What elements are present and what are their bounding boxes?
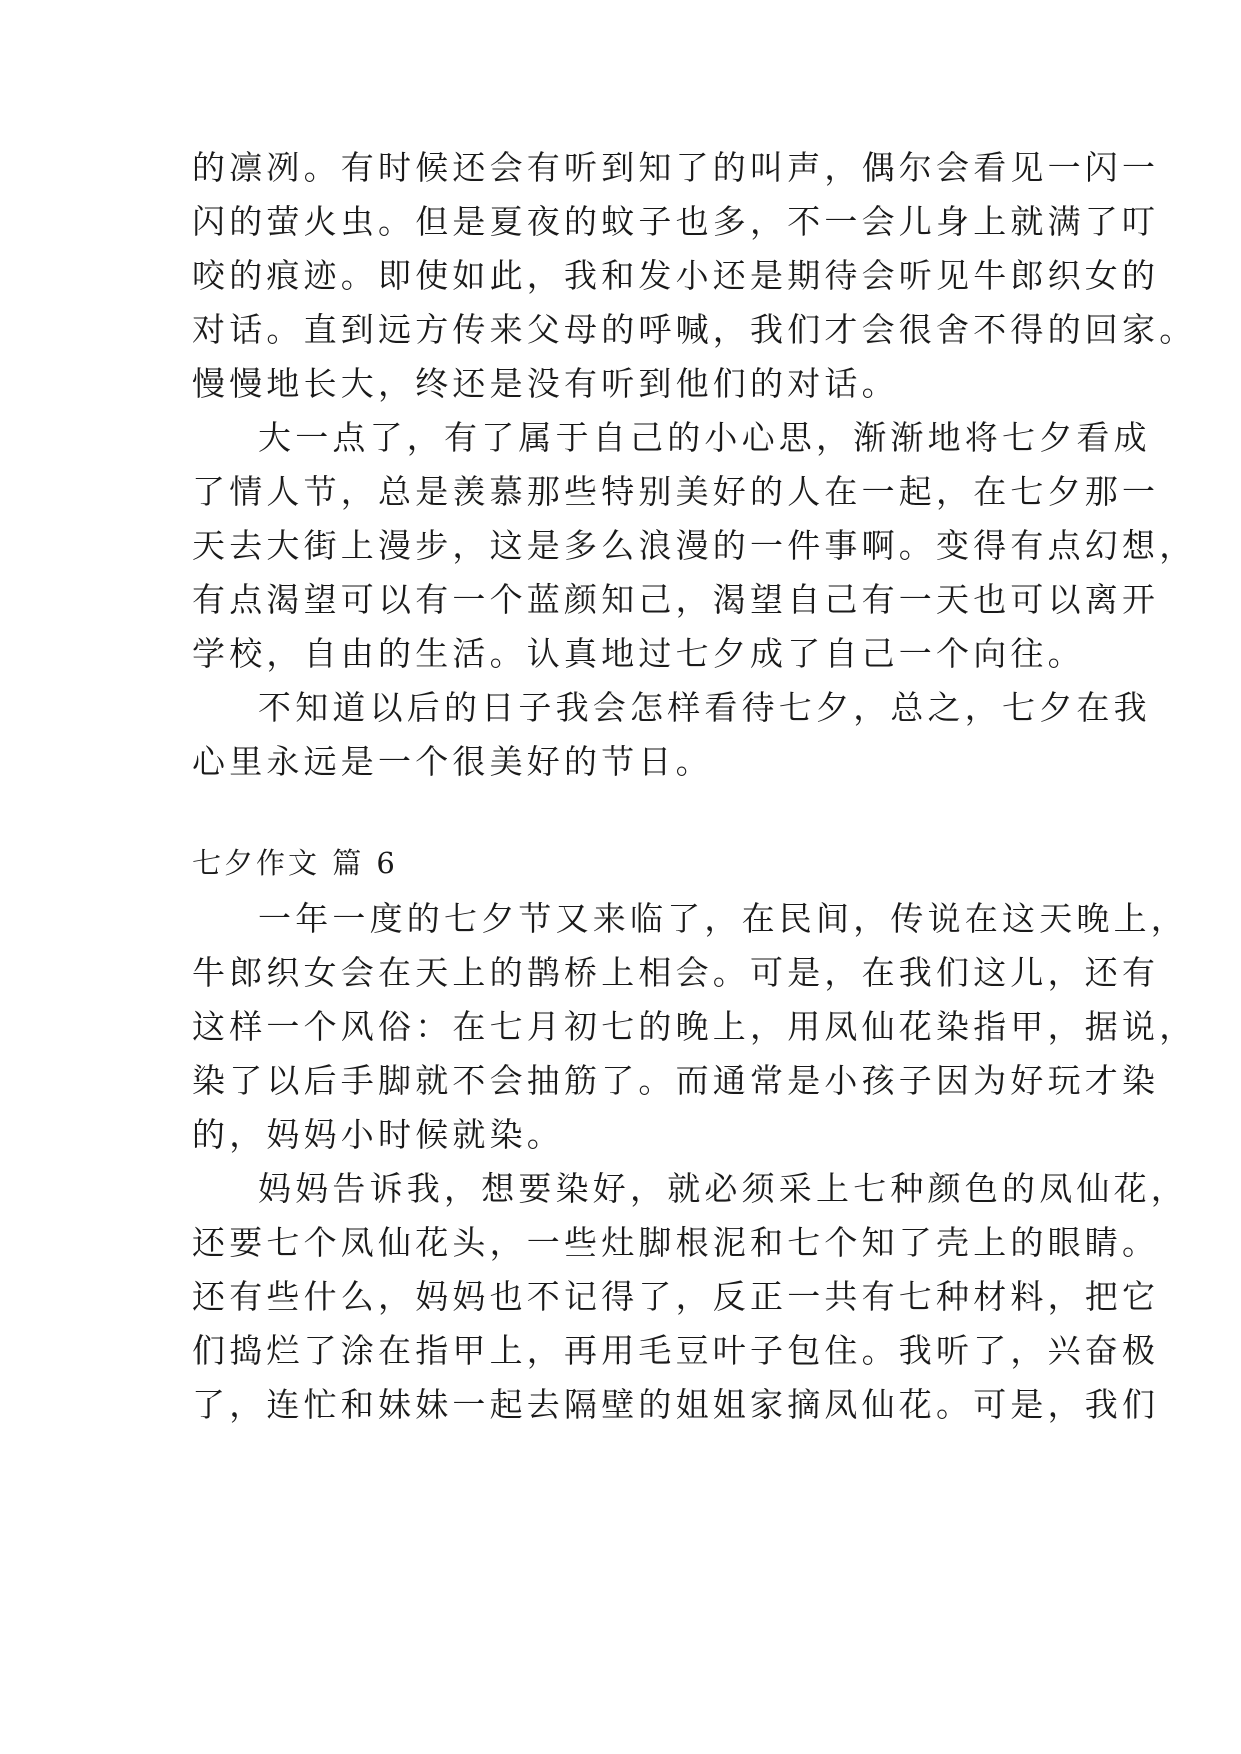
paragraph-line: 闪的萤火虫。但是夏夜的蚊子也多，不一会儿身上就满了叮 [192, 202, 1160, 241]
paragraph-line: 对话。直到远方传来父母的呼喊，我们才会很舍不得的回家。 [192, 310, 1197, 349]
paragraph-line: 有点渴望可以有一个蓝颜知己，渴望自己有一天也可以离开 [192, 580, 1160, 619]
paragraph-line: 慢慢地长大，终还是没有听到他们的对话。 [192, 364, 899, 403]
paragraph-line: 学校，自由的生活。认真地过七夕成了自己一个向往。 [192, 634, 1085, 673]
paragraph-line: 了情人节，总是羡慕那些特别美好的人在一起，在七夕那一 [192, 472, 1160, 511]
paragraph-line: 染了以后手脚就不会抽筋了。而通常是小孩子因为好玩才染 [192, 1061, 1160, 1100]
paragraph-line: 不知道以后的日子我会怎样看待七夕，总之，七夕在我 [258, 688, 1151, 727]
paragraph-line: 还有些什么，妈妈也不记得了，反正一共有七种材料，把它 [192, 1277, 1160, 1316]
paragraph-line: 妈妈告诉我，想要染好，就必须采上七种颜色的凤仙花， [258, 1169, 1188, 1208]
section-title: 七夕作文 篇 6 [192, 846, 398, 880]
paragraph-line: 还要七个凤仙花头，一些灶脚根泥和七个知了壳上的眼睛。 [192, 1223, 1160, 1262]
paragraph-line: 们捣烂了涂在指甲上，再用毛豆叶子包住。我听了，兴奋极 [192, 1331, 1160, 1370]
paragraph-line: 的，妈妈小时候就染。 [192, 1115, 564, 1154]
paragraph-line: 天去大街上漫步，这是多么浪漫的一件事啊。变得有点幻想， [192, 526, 1197, 565]
paragraph-line: 牛郎织女会在天上的鹊桥上相会。可是，在我们这儿，还有 [192, 953, 1160, 992]
paragraph-line: 心里永远是一个很美好的节日。 [192, 742, 713, 781]
paragraph-line: 了，连忙和妹妹一起去隔壁的姐姐家摘凤仙花。可是，我们 [192, 1385, 1160, 1424]
paragraph-line: 这样一个风俗：在七月初七的晚上，用凤仙花染指甲，据说， [192, 1007, 1197, 1046]
paragraph-line: 咬的痕迹。即使如此，我和发小还是期待会听见牛郎织女的 [192, 256, 1160, 295]
paragraph-line: 大一点了，有了属于自己的小心思，渐渐地将七夕看成 [258, 418, 1151, 457]
paragraph-line: 的凛冽。有时候还会有听到知了的叫声，偶尔会看见一闪一 [192, 148, 1160, 187]
paragraph-line: 一年一度的七夕节又来临了，在民间，传说在这天晚上， [258, 899, 1188, 938]
